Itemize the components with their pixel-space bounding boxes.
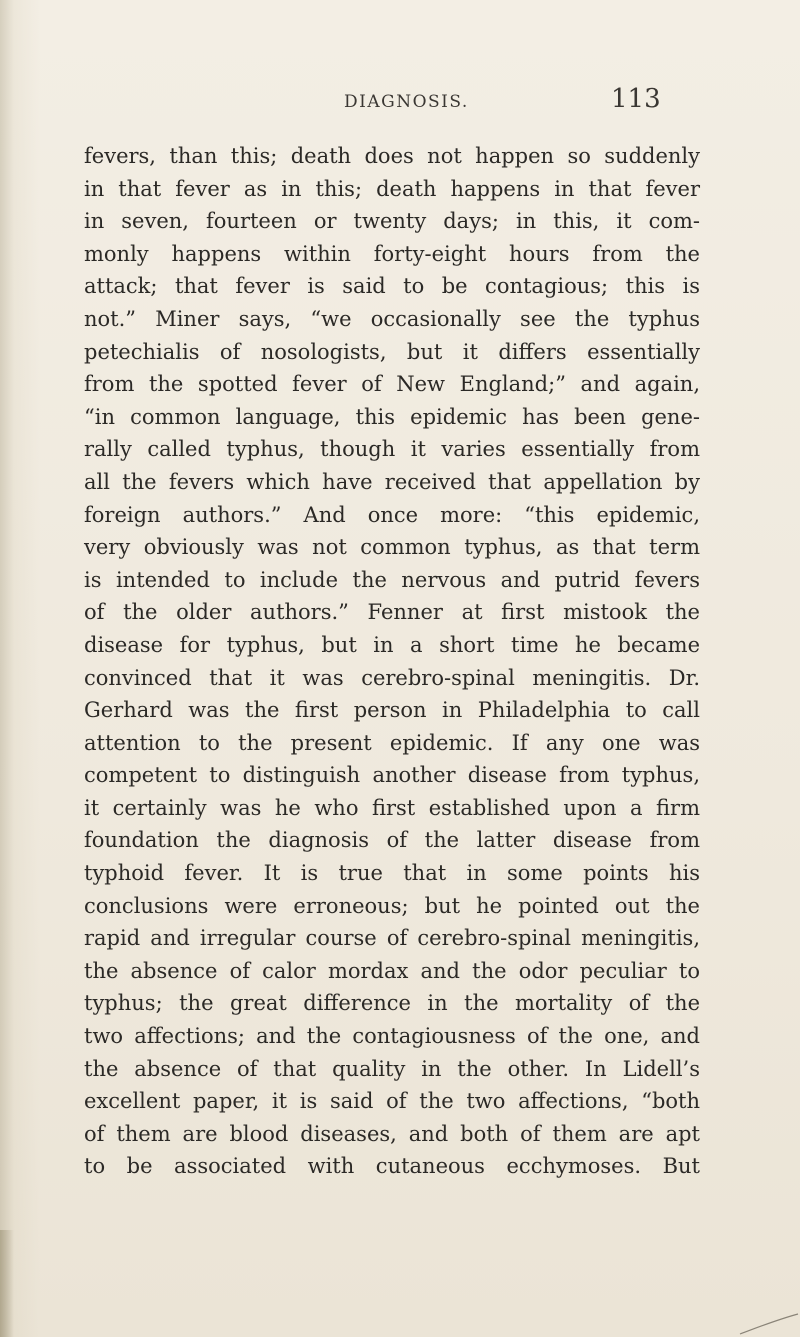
text-line: in that fever as in this; death happens in that fever: [84, 176, 700, 201]
text-line: petechialis of nosologists, but it differs essentially: [84, 339, 700, 364]
text-line: Gerhard was the first person in Philadelphia to call: [84, 698, 700, 723]
text-line: rally called typhus, though it varies essentially from: [84, 437, 700, 462]
text-line: in seven, fourteen or twenty days; in this, it com-: [84, 209, 700, 234]
text-line: “in common language, this epidemic has been gene-: [84, 404, 700, 429]
text-line: foundation the diagnosis of the latter disease from: [84, 828, 700, 853]
text-line: the absence of that quality in the other. In Lidell’s: [84, 1056, 700, 1081]
text-line: disease for typhus, but in a short time he became: [84, 632, 700, 657]
pencil-stroke-mark: [736, 1312, 800, 1337]
text-line: to be associated with cutaneous ecchymoses. But: [84, 1154, 700, 1179]
text-line: very obviously was not common typhus, as that term: [84, 535, 700, 560]
text-line: excellent paper, it is said of the two affections, “both: [84, 1089, 700, 1114]
text-line: is intended to include the nervous and putrid fevers: [84, 567, 700, 592]
running-head: [0, 84, 800, 124]
text-line: convinced that it was cerebro-spinal meningitis. Dr.: [84, 665, 700, 690]
body-text: [84, 140, 700, 1183]
text-line: typhus; the great difference in the mortality of the: [84, 991, 700, 1016]
text-line: attention to the present epidemic. If any one was: [84, 730, 700, 755]
text-line: monly happens within forty-eight hours from the: [84, 241, 700, 266]
text-line: it certainly was he who first established upon a firm: [84, 795, 700, 820]
page-edge-shadow: [0, 1230, 14, 1337]
text-line: fevers, than this; death does not happen so suddenly: [84, 144, 700, 168]
text-line: competent to distinguish another disease from typhus,: [84, 763, 700, 788]
text-line: of them are blood diseases, and both of them are apt: [84, 1121, 700, 1146]
text-line: of the older authors.” Fenner at first mistook the: [84, 600, 700, 625]
text-line: rapid and irregular course of cerebro-spinal meningitis,: [84, 926, 700, 951]
text-line: from the spotted fever of New England;” and again,: [84, 372, 700, 397]
chapter-title: DIAGNOSIS.: [344, 92, 469, 112]
text-line: attack; that fever is said to be contagious; this is: [84, 274, 700, 299]
text-line: not.” Miner says, “we occasionally see the typhus: [84, 306, 700, 331]
text-line: the absence of calor mordax and the odor peculiar to: [84, 958, 700, 983]
text-line: two affections; and the contagiousness of the one, and: [84, 1024, 700, 1049]
page-number: 113: [611, 84, 661, 114]
text-line: foreign authors.” And once more: “this epidemic,: [84, 502, 700, 527]
text-line: conclusions were erroneous; but he pointed out the: [84, 893, 700, 918]
text-line: typhoid fever. It is true that in some points his: [84, 861, 700, 886]
text-line: all the fevers which have received that appellation by: [84, 469, 700, 494]
